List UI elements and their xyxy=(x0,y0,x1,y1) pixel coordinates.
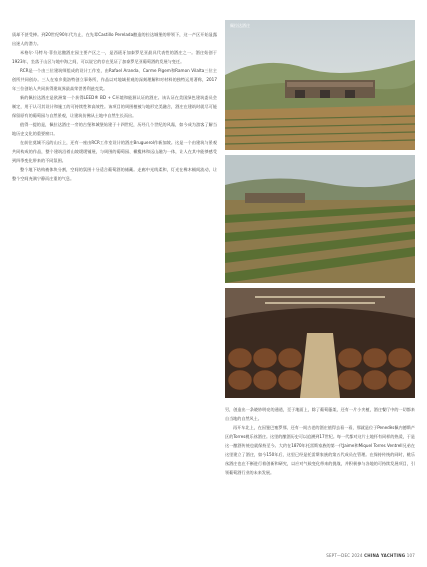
page-number: 107 xyxy=(406,553,415,558)
page-footer xyxy=(300,553,415,558)
left-text-column xyxy=(12,30,217,183)
barrel-cellar-photo xyxy=(225,288,415,398)
paragraph: 在前往莫城不远的山丘上，还有一座由RCR工作室设计的酒庄Bruguerol作新加坡。这是一个由建筑与景观共同构成的作品，整个建筑沿着山坡缓缓铺展，与周围的葡萄园、橄榄林和远山融为一体，让人在其中能够感受到四季变化带来的不同氛围。 xyxy=(12,140,217,163)
paragraph: RCR是一个由三位建筑师组成的设计工作室，由Rafael Aranda、Carme Pigem和Ramon Vilalta三位主创所共同创办。三人在家乡奥洛特创立事务所，作品以对地域景观的深刻理解和对材料的独特运用著称，2017年三位创始人共同获得建筑界最高荣誉普利兹克奖。 xyxy=(12,68,217,91)
paragraph: 值得一提的是，佩拉达酒庄一旁的古堡和城堡始建于十四世纪，历经几个世纪的风霜，如今成为游客了解当地历史文化的重要窗口。 xyxy=(12,122,217,136)
issue-date: SEPT—DEC 2024 xyxy=(326,553,363,558)
paragraph: 再开车北上，在因鉴巴塞罗那，还有一间古老的酒庄值得去看一看，那就是位于Penedès佩内德斯产区的Torres桃乐丝酒庄。这里的酿酒历史可以追溯到17世纪。每一代都对这片土地怀有同样的热爱，于是这一酿酒传统也就保持至今。大约在1870年托雷斯家族的第一代Jaime和Miquel Torres Ventrell兄弟在这里建立了酒庄，如今150年后，这里已经是托雷斯家族的第五代成员在管理。在保持传统的同时，桃乐丝酒庄也在不断进行着创新和研究，以应对气候变化带来的挑战，并积极参与各地的可持续发展项目，引领葡萄酒行业的未来发展。 xyxy=(225,425,415,475)
winery-hillside-photo xyxy=(225,20,415,150)
vineyard-photo xyxy=(225,155,415,283)
paragraph: 整个地下结构被体块分割，空间的氛围十分适合葡萄酒的储藏。走廊中光线柔和，灯光在橡木桶间流动，让整个空间充满宁静而庄重的气息。 xyxy=(12,167,217,181)
magazine-name: CHINA YACHTING xyxy=(364,553,406,558)
paragraph: 米格尔·马特乌·菲拉达酿酒庄园主要产区之一，是西班牙加泰罗尼亚最具代表性的酒庄之一。酒庄始创于1923年，坐落于山区与地中海之间，可以说它的存在见证了加泰罗尼亚葡萄酒的发展与变迁。 xyxy=(12,50,217,64)
paragraph: 另，创造出一条晓妙明亮的通道，至于地面上，除了葡萄藤架，还有一片小夹植，酒庄餐厅中的一切都来自当地的自然风土。 xyxy=(225,407,415,421)
paragraph: 新的佩拉达酒庄是欧洲第一个获得LEED® BD + C环境和能源认证的酒庄。该认证在美国绿色建筑委员会制定，用于认可其设计和施工的可持续性和高效性。该项目的周围植被与地形完美融合，酒庄在建筑时就尽可能保留原有的葡萄园与自然景观，让建筑仿佛从土地中自然生长而出。 xyxy=(12,95,217,118)
photo-caption: 佩拉达酒庄 xyxy=(230,23,250,28)
right-text-column xyxy=(225,405,415,477)
paragraph: 质却不甚受捧。到20世纪90年代为止，在先辈Castillo Perelada酿造的拉达城堡的带领下，这一产区开始显露出迷人的潜力。 xyxy=(12,32,217,46)
